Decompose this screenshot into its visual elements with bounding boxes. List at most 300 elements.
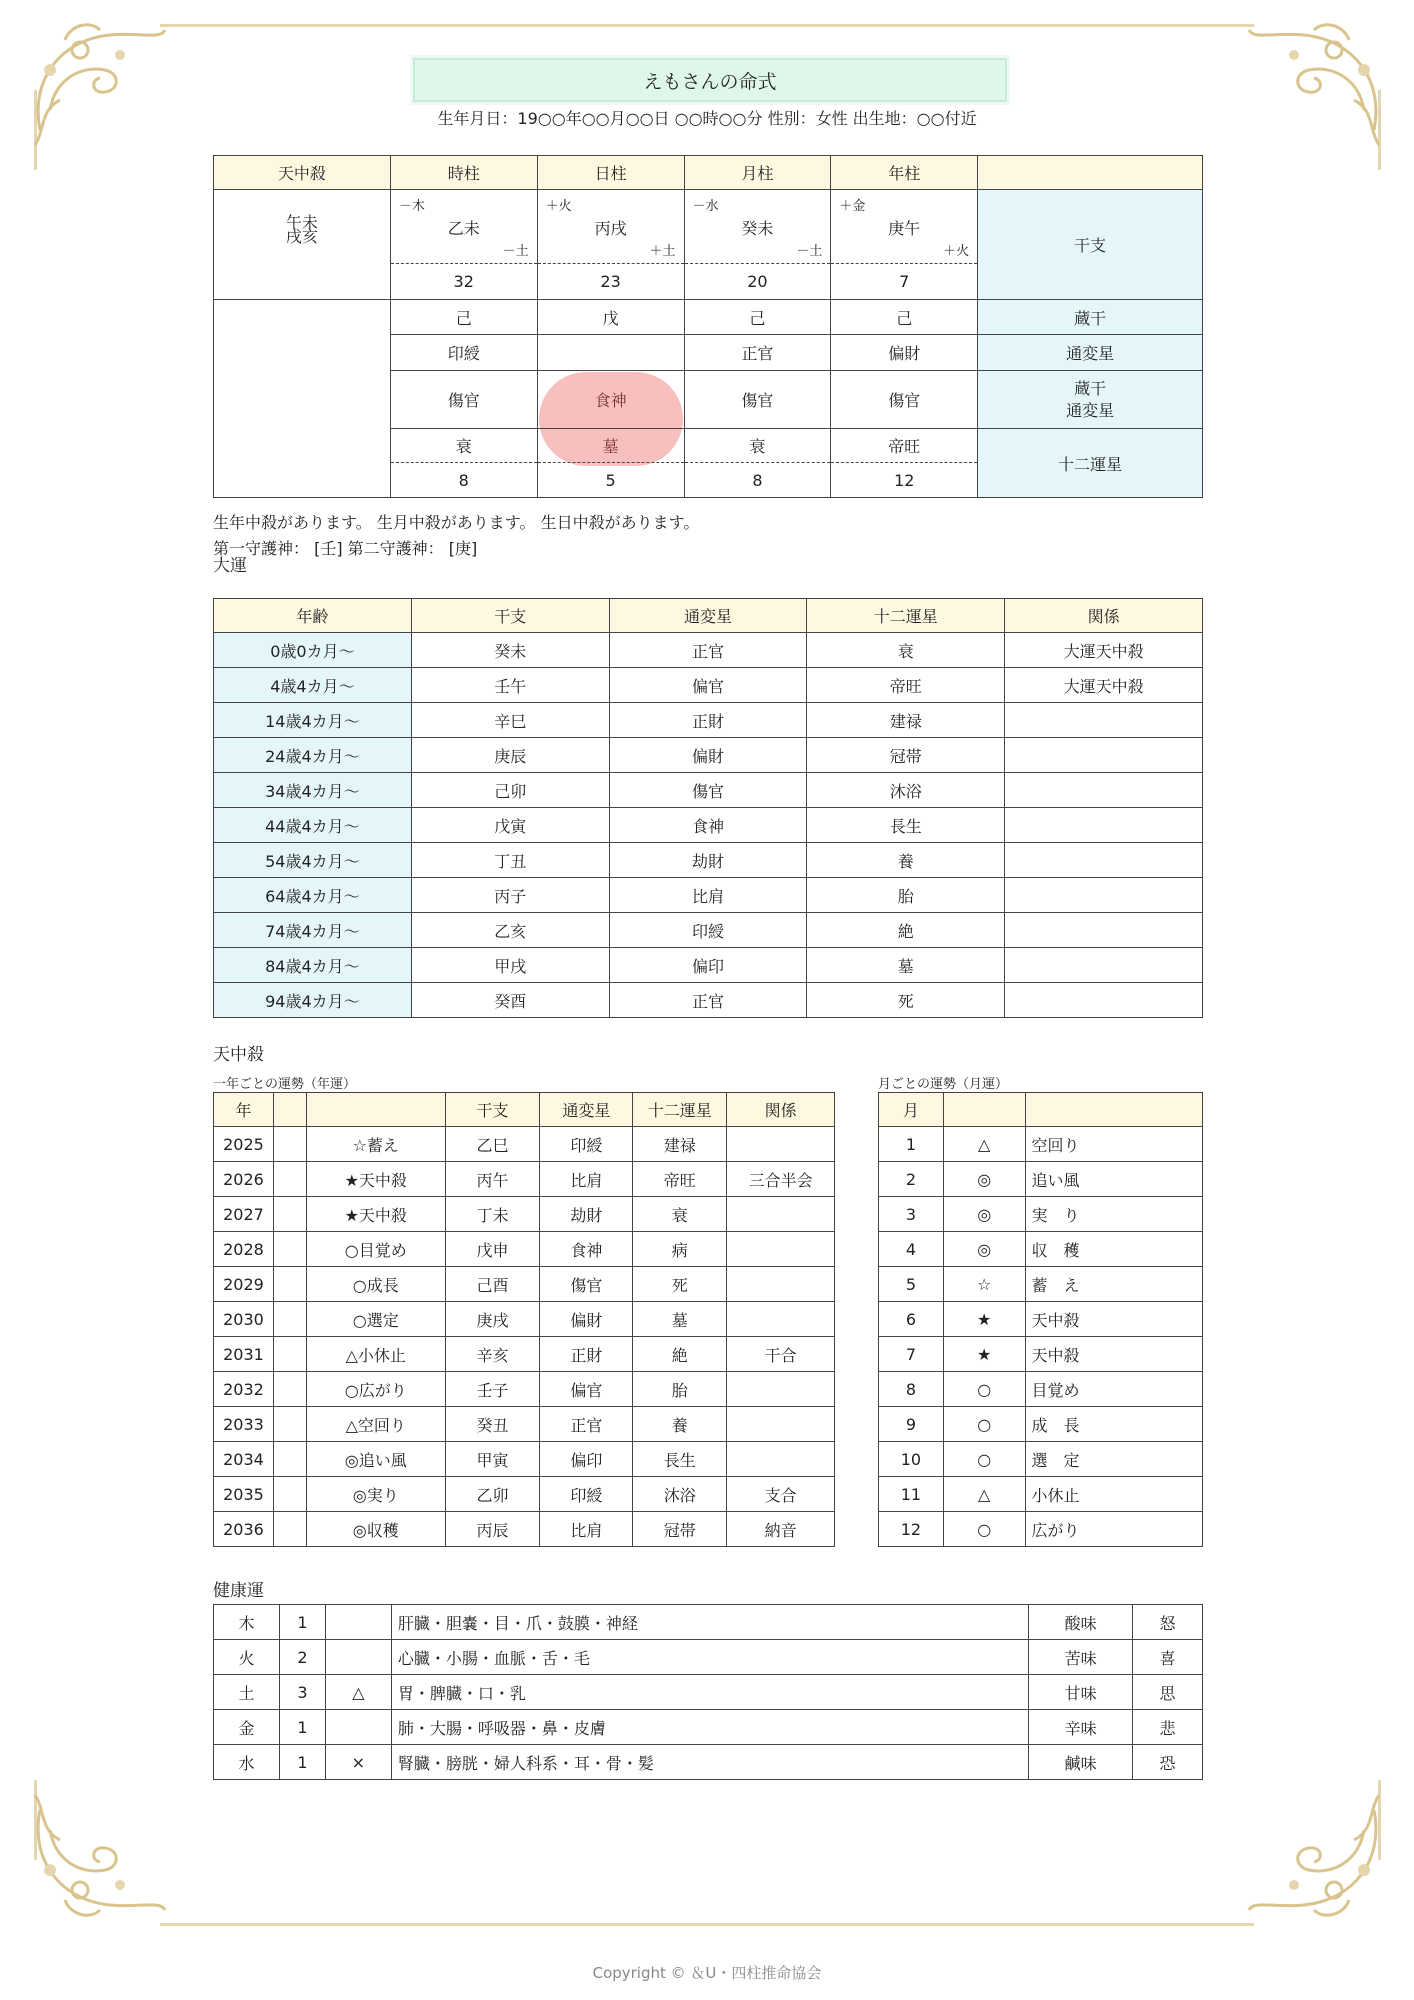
table-cell: 空回り [1025,1127,1202,1162]
table-cell: 94歳4カ月〜 [214,983,412,1018]
table-cell [273,1232,306,1267]
num-nichichu: 23 [537,264,684,300]
bottom-element: －土 [502,244,529,259]
table-cell: × [325,1745,391,1780]
table-cell: ★ [943,1302,1025,1337]
getsuun-table [878,1092,1203,1547]
table-row [879,1337,1203,1372]
table-cell: 傷官 [609,773,807,808]
table-cell: ○ [943,1442,1025,1477]
table-cell [325,1710,391,1745]
table-cell: 偏印 [540,1442,633,1477]
table-cell: 正官 [609,983,807,1018]
unsei-gecchu: 衰 [684,429,831,463]
table-cell: ◎ [943,1162,1025,1197]
header-blank [978,156,1203,190]
kanshi: 癸未 [741,219,774,238]
taiun-header-age: 年齢 [214,599,412,633]
table-cell: 庚辰 [411,738,609,773]
table-cell: 丙辰 [445,1512,540,1547]
unsei-nenchu: 帝旺 [831,429,978,463]
table-row [879,1372,1203,1407]
table-cell: 8 [879,1372,944,1407]
table-cell [727,1197,835,1232]
table-cell: 鹹味 [1029,1745,1133,1780]
table-cell [273,1372,306,1407]
table-cell: 養 [807,843,1005,878]
table-row [879,1267,1203,1302]
table-cell: 死 [633,1267,727,1302]
kenko-heading: 健康運 [213,1581,264,1601]
num-nenchu: 7 [831,264,978,300]
table-cell: 納音 [727,1512,835,1547]
table-row [879,1477,1203,1512]
taiun-header-relation: 関係 [1005,599,1203,633]
table-cell: 偏官 [540,1372,633,1407]
table-cell: 沐浴 [807,773,1005,808]
header-gecchu: 月柱 [684,156,831,190]
table-cell: 食神 [609,808,807,843]
table-row [214,1605,1203,1640]
bottom-element: ＋火 [943,244,970,259]
table-row [214,1302,835,1337]
num-jichu: 32 [390,264,537,300]
table-cell: 水 [214,1745,280,1780]
table-cell: 14歳4カ月〜 [214,703,412,738]
table-cell: 印綬 [540,1127,633,1162]
table-cell: 甲戌 [411,948,609,983]
table-cell [325,1605,391,1640]
table-row [214,1640,1203,1675]
getsuun-header-blank2 [1025,1093,1202,1127]
table-cell: 長生 [633,1442,727,1477]
nenun-header-blank2 [306,1093,445,1127]
nenun-header-row [214,1093,835,1127]
table-row [214,1127,835,1162]
table-cell: 戊寅 [411,808,609,843]
zoukan-nenchu: 己 [831,300,978,335]
table-cell: 木 [214,1605,280,1640]
tenchusatsu-2: 戌亥 [285,227,318,246]
table-cell: 天中殺 [1025,1302,1202,1337]
getsuun-header-blank1 [943,1093,1025,1127]
empty-left-cell [214,300,391,498]
table-cell [1005,703,1203,738]
table-cell: △ [325,1675,391,1710]
table-cell: 酸味 [1029,1605,1133,1640]
tsuhen-gecchu: 正官 [684,335,831,371]
top-border-line [160,24,1254,27]
tenchusatsu-heading: 天中殺 [213,1045,264,1065]
table-row [214,1232,835,1267]
nenun-body [214,1127,835,1547]
table-cell: 甲寅 [445,1442,540,1477]
table-cell: 恐 [1133,1745,1203,1780]
kanshi: 庚午 [888,219,921,238]
zoukan-tsuhen-nenchu: 傷官 [831,371,978,429]
table-cell: 目覚め [1025,1372,1202,1407]
table-row [214,843,1203,878]
table-cell: 2025 [214,1127,274,1162]
nenun-header-year: 年 [214,1093,274,1127]
table-cell: 病 [633,1232,727,1267]
table-cell: 2036 [214,1512,274,1547]
table-cell [273,1267,306,1302]
nenun-header-blank1 [273,1093,306,1127]
table-cell: 4歳4カ月〜 [214,668,412,703]
table-row [214,1675,1203,1710]
table-cell: 支合 [727,1477,835,1512]
table-cell: 偏官 [609,668,807,703]
table-cell: 44歳4カ月〜 [214,808,412,843]
header-nenchu: 年柱 [831,156,978,190]
table-cell: 丁未 [445,1197,540,1232]
table-cell: 蓄 え [1025,1267,1202,1302]
table-cell: 10 [879,1442,944,1477]
kanshi-cell-nenchu [831,190,978,264]
page-title: えもさんの命式 [413,58,1007,102]
table-row [214,1372,835,1407]
nenun-header-kanshi: 干支 [445,1093,540,1127]
table-cell: 7 [879,1337,944,1372]
table-cell: 火 [214,1640,280,1675]
table-cell: ○ [943,1512,1025,1547]
table-cell: ★天中殺 [306,1197,445,1232]
table-cell: 辛亥 [445,1337,540,1372]
table-cell: 壬午 [411,668,609,703]
table-row [214,1512,835,1547]
table-cell: 84歳4カ月〜 [214,948,412,983]
unsei-num-nenchu: 12 [831,463,978,498]
table-cell: 天中殺 [1025,1337,1202,1372]
label-zoukan-tsuhen [978,371,1203,429]
taiun-header-kanshi: 干支 [411,599,609,633]
table-cell: 2034 [214,1442,274,1477]
table-cell: 比肩 [609,878,807,913]
table-cell [727,1302,835,1337]
table-cell [1005,808,1203,843]
tsuhen-jichu: 印綬 [390,335,537,371]
nenun-header-tsuhen: 通変星 [540,1093,633,1127]
table-cell: 喜 [1133,1640,1203,1675]
table-cell: ◎収穫 [306,1512,445,1547]
table-cell: 3 [279,1675,325,1710]
table-row [214,773,1203,808]
nenun-header-relation: 関係 [727,1093,835,1127]
table-cell: 養 [633,1407,727,1442]
table-cell: 2028 [214,1232,274,1267]
table-cell: 成 長 [1025,1407,1202,1442]
table-cell: 乙亥 [411,913,609,948]
table-row [214,738,1203,773]
table-cell: 24歳4カ月〜 [214,738,412,773]
table-cell: △ [943,1477,1025,1512]
table-cell: 建禄 [807,703,1005,738]
tenchusatsu-cell [214,190,391,300]
table-cell: 衰 [807,633,1005,668]
unsei-nichichu: 墓 [537,429,684,463]
table-cell: 癸未 [411,633,609,668]
table-cell: 54歳4カ月〜 [214,843,412,878]
table-cell: 胎 [807,878,1005,913]
corner-ornament-top-left [20,10,170,160]
label-zoukan: 蔵干 [978,300,1203,335]
unsei-num-nichichu: 5 [537,463,684,498]
table-cell: 2035 [214,1477,274,1512]
table-cell: 印綬 [609,913,807,948]
table-cell: 11 [879,1477,944,1512]
table-cell: 2031 [214,1337,274,1372]
taiun-body [214,633,1203,1018]
table-cell: 2033 [214,1407,274,1442]
table-cell: 5 [879,1267,944,1302]
table-cell [1005,983,1203,1018]
kanshi: 乙未 [447,219,480,238]
notes-line1: 生年中殺があります。 生月中殺があります。 生日中殺があります。 [213,513,700,532]
num-gecchu: 20 [684,264,831,300]
kenko-body [214,1605,1203,1780]
table-cell: ◎ [943,1197,1025,1232]
getsuun-header-month: 月 [879,1093,944,1127]
table-cell: 1 [879,1127,944,1162]
table-row [214,878,1203,913]
header-tenchusatsu: 天中殺 [214,156,391,190]
table-cell: 帝旺 [633,1162,727,1197]
table-cell: 三合半会 [727,1162,835,1197]
table-cell: 3 [879,1197,944,1232]
corner-ornament-bottom-right [1244,1780,1394,1930]
table-cell: 心臓・小腸・血脈・舌・毛 [391,1640,1028,1675]
table-cell [727,1442,835,1477]
table-cell [273,1512,306,1547]
taiun-table [213,598,1203,1018]
table-cell: ○成長 [306,1267,445,1302]
table-cell: 干合 [727,1337,835,1372]
table-cell: 実 り [1025,1197,1202,1232]
table-cell: 庚戌 [445,1302,540,1337]
table-cell: 2 [279,1640,325,1675]
table-cell [727,1372,835,1407]
table-cell: 衰 [633,1197,727,1232]
table-cell: 小休止 [1025,1477,1202,1512]
table-cell: 癸酉 [411,983,609,1018]
table-cell: ☆蓄え [306,1127,445,1162]
unsei-num-gecchu: 8 [684,463,831,498]
table-cell: 正財 [609,703,807,738]
top-element: －水 [692,199,719,214]
top-element: ＋金 [839,199,866,214]
table-cell: 絶 [807,913,1005,948]
table-cell [1005,948,1203,983]
table-cell: 1 [279,1605,325,1640]
table-cell [727,1407,835,1442]
table-cell: 甘味 [1029,1675,1133,1710]
table-cell [273,1197,306,1232]
table-cell: 2 [879,1162,944,1197]
table-cell: 墓 [633,1302,727,1337]
kanshi-cell-nichichu [537,190,684,264]
table-cell: 苦味 [1029,1640,1133,1675]
notes-line2: 第一守護神： [壬] 第二守護神： [庚] [213,539,478,558]
table-row [214,983,1203,1018]
table-cell: ○選定 [306,1302,445,1337]
tsuhen-nichichu [537,335,684,371]
getsuun-caption: 月ごとの運勢（月運） [878,1077,1009,1092]
corner-ornament-bottom-left [20,1780,170,1930]
table-cell: 冠帯 [633,1512,727,1547]
table-row [214,913,1203,948]
table-cell: 死 [807,983,1005,1018]
table-cell: 偏財 [609,738,807,773]
bottom-element: －土 [796,244,823,259]
table-cell: ★天中殺 [306,1162,445,1197]
table-cell: 64歳4カ月〜 [214,878,412,913]
table-cell: 金 [214,1710,280,1745]
kenko-table [213,1604,1203,1780]
table-row [214,1442,835,1477]
label-zoukan-tsuhen-2: 通変星 [1066,400,1115,420]
bottom-element: ＋土 [649,244,676,259]
table-row [879,1302,1203,1337]
getsuun-body [879,1127,1203,1547]
table-cell: 食神 [540,1232,633,1267]
table-cell: ○ [943,1372,1025,1407]
table-cell: 土 [214,1675,280,1710]
table-cell: 劫財 [540,1197,633,1232]
table-cell [273,1442,306,1477]
meishiki-header-row [214,156,1203,190]
nenun-header-unsei: 十二運星 [633,1093,727,1127]
nenun-table [213,1092,835,1547]
table-cell [273,1407,306,1442]
table-row [879,1232,1203,1267]
table-row [879,1407,1203,1442]
table-cell: 胎 [633,1372,727,1407]
table-cell: 乙卯 [445,1477,540,1512]
table-cell: 0歳0カ月〜 [214,633,412,668]
table-row [879,1197,1203,1232]
table-cell: 広がり [1025,1512,1202,1547]
table-cell: 4 [879,1232,944,1267]
table-cell: 正官 [609,633,807,668]
footer-copyright: Copyright © ＆U・四柱推命協会 [592,1964,822,1982]
zoukan-tsuhen-nichichu: 食神 [537,371,684,429]
table-cell: 戊申 [445,1232,540,1267]
label-kanshi: 干支 [978,190,1203,300]
birth-info: 生年月日：19○○年○○月○○日 ○○時○○分 性別：女性 出生地：○○付近 [437,109,977,128]
table-cell: 大運天中殺 [1005,668,1203,703]
table-cell [1005,773,1203,808]
table-cell: 建禄 [633,1127,727,1162]
table-cell [273,1127,306,1162]
table-cell: 1 [279,1710,325,1745]
table-cell [273,1477,306,1512]
taiun-header-row [214,599,1203,633]
unsei-jichu: 衰 [390,429,537,463]
table-cell: 絶 [633,1337,727,1372]
table-cell: ○広がり [306,1372,445,1407]
table-row [214,703,1203,738]
table-cell: 傷官 [540,1267,633,1302]
table-row [879,1127,1203,1162]
table-cell: 1 [279,1745,325,1780]
table-cell: 丁丑 [411,843,609,878]
table-cell: 2030 [214,1302,274,1337]
taiun-heading: 大運 [213,556,247,576]
table-row [214,1477,835,1512]
table-cell: 墓 [807,948,1005,983]
table-cell: 選 定 [1025,1442,1202,1477]
taiun-header-tsuhen: 通変星 [609,599,807,633]
table-cell: 辛巳 [411,703,609,738]
kanshi-cell-jichu [390,190,537,264]
table-cell: 比肩 [540,1512,633,1547]
table-row [879,1442,1203,1477]
table-cell [273,1162,306,1197]
table-cell: ○ [943,1407,1025,1442]
table-cell: 2027 [214,1197,274,1232]
getsuun-header-row [879,1093,1203,1127]
table-cell: ◎ [943,1232,1025,1267]
table-row [879,1162,1203,1197]
table-cell: 印綬 [540,1477,633,1512]
table-cell: 肝臓・胆嚢・目・爪・鼓膜・神経 [391,1605,1028,1640]
nenun-caption: 一年ごとの運勢（年運） [213,1077,357,1092]
table-cell: 肺・大腸・呼吸器・鼻・皮膚 [391,1710,1028,1745]
table-cell: 正官 [540,1407,633,1442]
table-cell: 己卯 [411,773,609,808]
label-tsuhen: 通変星 [978,335,1203,371]
zoukan-jichu: 己 [390,300,537,335]
table-cell: 追い風 [1025,1162,1202,1197]
header-nichichu: 日柱 [537,156,684,190]
table-cell [273,1337,306,1372]
table-cell [727,1267,835,1302]
table-row [214,1267,835,1302]
table-row [879,1512,1203,1547]
table-cell: ◎実り [306,1477,445,1512]
table-cell: ☆ [943,1267,1025,1302]
table-row [214,1745,1203,1780]
table-row [214,1337,835,1372]
top-element: －木 [398,199,425,214]
table-cell [1005,878,1203,913]
label-unsei: 十二運星 [978,429,1203,498]
table-cell [1005,738,1203,773]
table-cell [727,1232,835,1267]
table-cell: 帝旺 [807,668,1005,703]
table-cell: 長生 [807,808,1005,843]
table-cell: 74歳4カ月〜 [214,913,412,948]
table-cell: 悲 [1133,1710,1203,1745]
table-cell: 冠帯 [807,738,1005,773]
top-element: ＋火 [545,199,572,214]
kanshi-cell-gecchu [684,190,831,264]
table-row [214,948,1203,983]
label-zoukan-tsuhen-1: 蔵干 [1074,378,1107,398]
table-cell: △ [943,1127,1025,1162]
table-cell: 9 [879,1407,944,1442]
table-cell: 丙子 [411,878,609,913]
table-row [214,808,1203,843]
table-cell: △空回り [306,1407,445,1442]
table-cell: 癸丑 [445,1407,540,1442]
table-row [214,1407,835,1442]
table-row [214,1710,1203,1745]
table-cell: ○目覚め [306,1232,445,1267]
table-cell: 丙午 [445,1162,540,1197]
table-cell: 怒 [1133,1605,1203,1640]
